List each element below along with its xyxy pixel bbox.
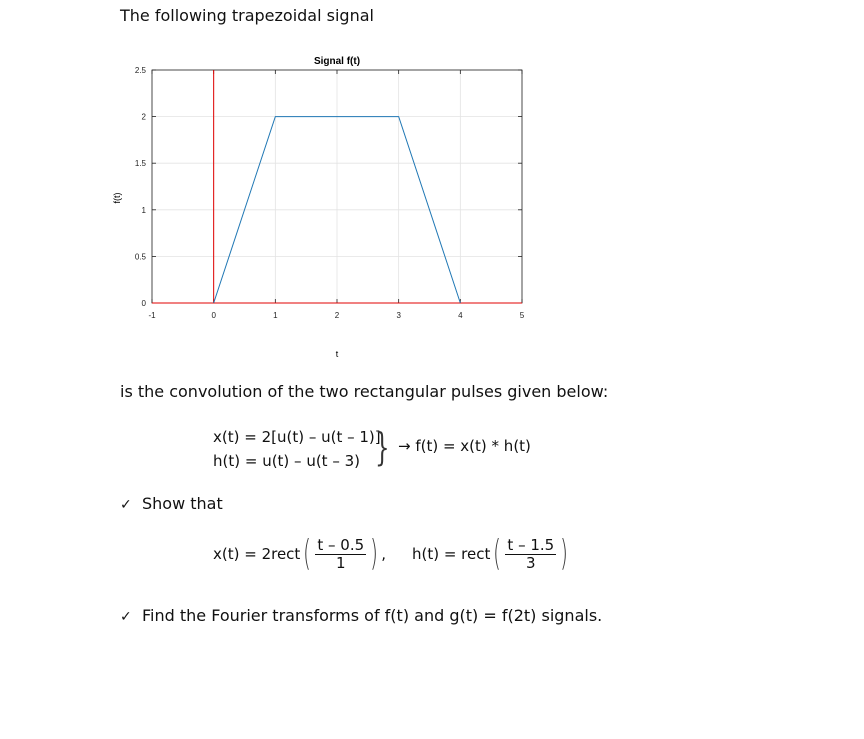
checkmark-icon: ✓ — [120, 609, 132, 625]
x-tick-label: 5 — [519, 311, 525, 320]
chart-ticks — [135, 66, 525, 320]
x-tick-label: 4 — [458, 311, 463, 320]
x-tick-label: 1 — [273, 311, 278, 320]
y-tick-label: 1.5 — [134, 159, 146, 169]
x-rect-fraction — [315, 537, 366, 572]
x-tick-label: 3 — [396, 311, 401, 320]
x-rect-denominator: 1 — [335, 553, 346, 572]
convolution-text: is the convolution of the two rectangular pulses given below: — [120, 382, 609, 401]
right-paren: ) — [370, 533, 379, 574]
y-tick-label: 1 — [141, 205, 146, 215]
y-tick-label: 0.5 — [134, 252, 146, 262]
chart-grid — [152, 70, 522, 303]
h-rect-denominator: 3 — [526, 553, 536, 572]
x-rect-lhs: x(t) = 2rect — [213, 545, 301, 563]
fourier-label: Find the Fourier transforms of f(t) and g(t) = f(2t) signals. — [142, 606, 603, 625]
show-that-label: Show that — [142, 494, 223, 513]
left-paren: ( — [493, 533, 502, 574]
brace-symbol: } — [375, 425, 390, 469]
y-tick-label: 0 — [141, 299, 146, 308]
x-tick-label: -1 — [148, 311, 156, 320]
show-that-item — [120, 494, 223, 513]
h-definition: h(t) = u(t) – u(t – 3) — [213, 452, 360, 470]
rect-equations — [213, 533, 571, 574]
left-paren: ( — [303, 533, 312, 574]
x-tick-label: 2 — [334, 311, 340, 320]
y-tick-label: 2.5 — [134, 66, 146, 75]
y-tick-label: 2 — [141, 112, 146, 122]
right-paren: ) — [560, 533, 569, 574]
signal-chart — [100, 48, 540, 368]
pulse-definitions — [213, 428, 381, 476]
checkmark-icon: ✓ — [120, 497, 132, 513]
x-tick-label: 0 — [211, 311, 216, 320]
convolution-result: → f(t) = x(t) * h(t) — [398, 437, 531, 455]
y-axis-label: f(t) — [112, 192, 122, 204]
chart-title: Signal f(t) — [313, 56, 361, 67]
x-axis-label: t — [335, 349, 339, 359]
fourier-item — [120, 606, 602, 625]
h-rect-lhs: h(t) = rect — [411, 545, 491, 563]
h-rect-fraction — [505, 537, 556, 572]
intro-text: The following trapezoidal signal — [120, 6, 374, 25]
x-rect-numerator: t – 0.5 — [317, 535, 365, 554]
h-rect-numerator: t – 1.5 — [507, 535, 555, 554]
rect-separator: , — [381, 545, 386, 563]
x-definition: x(t) = 2[u(t) – u(t – 1)] — [213, 428, 381, 446]
